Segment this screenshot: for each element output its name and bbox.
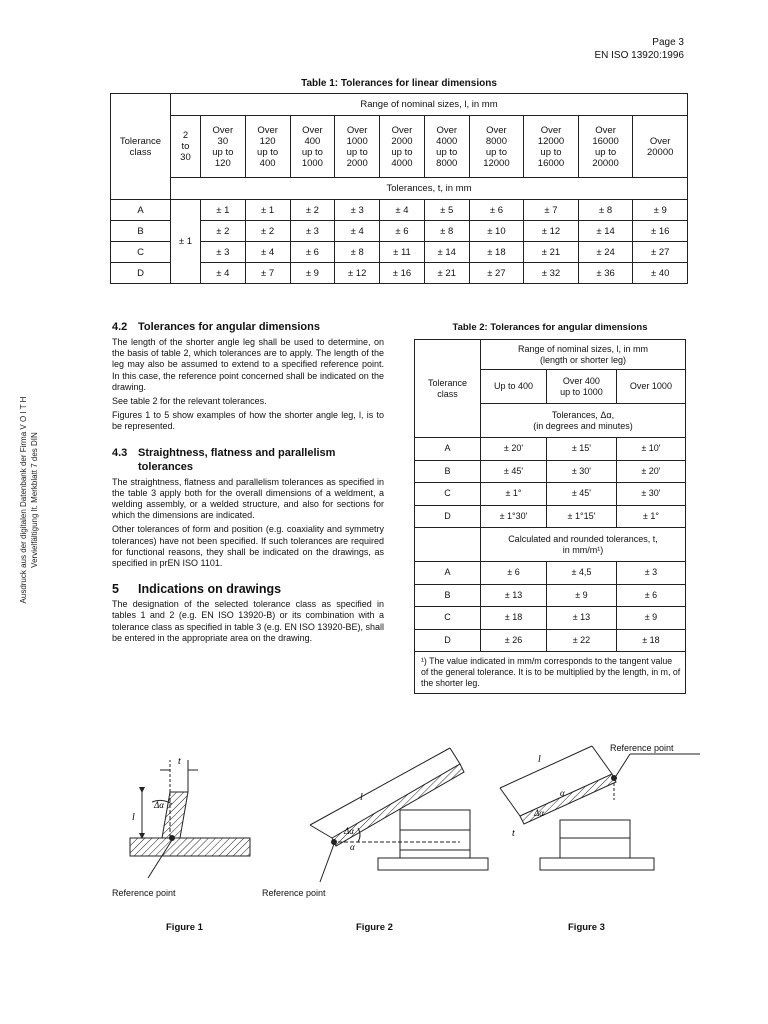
section-5-heading: 5 Indications on drawings — [112, 582, 282, 597]
table-row — [415, 584, 686, 607]
figures-drawing — [100, 720, 740, 940]
table1-value-cell: ± 5 — [424, 200, 469, 221]
table2-value-cell: ± 13 — [481, 584, 547, 607]
table2-class-cell: A — [415, 438, 481, 461]
table1-value-cell: ± 16 — [380, 263, 425, 284]
table1-value-cell: ± 27 — [469, 263, 524, 284]
table2-range-cell: Over 1000 — [616, 370, 685, 404]
table1-value-cell: ± 3 — [290, 221, 335, 242]
table1-range-cell: Over 20000 — [633, 116, 688, 178]
table-row — [415, 483, 686, 506]
table2-value-cell: ± 6 — [616, 584, 685, 607]
table1-value-cell: ± 4 — [245, 242, 290, 263]
fig1-reference-point: Reference point — [112, 888, 176, 898]
table1-class-header: Tolerance class — [111, 94, 171, 200]
table1-value-cell: ± 14 — [424, 242, 469, 263]
table2-class-cell: C — [415, 483, 481, 506]
table1 — [110, 93, 688, 284]
table2-value-cell: ± 30' — [616, 483, 685, 506]
table2-calc-header: Calculated and rounded tolerances, t, in mm/m¹) — [481, 528, 686, 562]
table2-value-cell: ± 4,5 — [547, 562, 617, 585]
table2-value-cell: ± 10' — [616, 438, 685, 461]
fig3-reference-point: Reference point — [610, 743, 674, 753]
table2-value-cell: ± 18 — [481, 607, 547, 630]
fig1-da-label: Δα — [154, 800, 165, 810]
table2-value-cell: ± 22 — [547, 629, 617, 652]
table2-value-cell: ± 20' — [616, 460, 685, 483]
table2-value-cell: ± 15' — [547, 438, 617, 461]
table1-range-cell: Over 12000 up to 16000 — [524, 116, 579, 178]
table1-value-cell: ± 6 — [290, 242, 335, 263]
table1-value-cell: ± 11 — [380, 242, 425, 263]
table1-value-cell: ± 9 — [290, 263, 335, 284]
fig2-l-label: l — [360, 792, 363, 803]
table1-value-cell: ± 18 — [469, 242, 524, 263]
fig2-reference-point: Reference point — [262, 888, 326, 898]
figure2-caption: Figure 2 — [356, 922, 393, 933]
table1-value-cell: ± 21 — [524, 242, 579, 263]
table2-value-cell: ± 1°30' — [481, 505, 547, 528]
table2-value-cell: ± 45' — [481, 460, 547, 483]
table1-value-cell: ± 7 — [524, 200, 579, 221]
table1-value-cell: ± 2 — [200, 221, 245, 242]
fig3-a-label: α — [560, 788, 565, 798]
table2-value-cell: ± 30' — [547, 460, 617, 483]
table1-value-cell: ± 24 — [578, 242, 633, 263]
table1-range-cell: Over 4000 up to 8000 — [424, 116, 469, 178]
table1-range-row — [111, 116, 688, 178]
table2-value-cell: ± 18 — [616, 629, 685, 652]
table1-value-cell: ± 8 — [424, 221, 469, 242]
side-note — [18, 370, 58, 630]
side-note-line2: Vervielfältigung lt. Merkblatt 7 des DIN — [30, 432, 39, 568]
table1-value-cell: ± 10 — [469, 221, 524, 242]
table2-value-cell: ± 26 — [481, 629, 547, 652]
fig2-a-label: α — [350, 842, 355, 852]
side-note-line1: Ausdruck aus der digitalen Datenbank der Firma V O I T H — [19, 396, 28, 604]
table1-class-b: B — [111, 221, 171, 242]
table1-range-cell: Over 1000 up to 2000 — [335, 116, 380, 178]
table2-range-cell: Up to 400 — [481, 370, 547, 404]
table1-value-cell: ± 12 — [524, 221, 579, 242]
table-row — [415, 607, 686, 630]
table2-range-cell: Over 400 up to 1000 — [547, 370, 617, 404]
table2-caption: Table 2: Tolerances for angular dimensions — [452, 322, 648, 333]
section-4-3-heading: 4.3 Straightness, flatness and parallelism tolerances — [112, 446, 336, 473]
table1-value-cell: ± 7 — [245, 263, 290, 284]
fig3-t-label: t — [512, 828, 515, 839]
table2-footnote: ¹) The value indicated in mm/m corresponds to the tangent value of the general tolerance. It is to be multiplied by the length, in m, of the shorter leg. — [415, 652, 686, 694]
table-row — [415, 629, 686, 652]
table1-value-cell: ± 32 — [524, 263, 579, 284]
table2-value-cell: ± 20' — [481, 438, 547, 461]
figure3-caption: Figure 3 — [568, 922, 605, 933]
table2-value-cell: ± 1°15' — [547, 505, 617, 528]
table1-value-cell: ± 8 — [578, 200, 633, 221]
table1-range-header: Range of nominal sizes, l, in mm — [171, 94, 688, 116]
section-4-3-para1: The straightness, flatness and parallelism tolerances as specified in the table 3 apply both for the overall dimensions of a weldment, a welding assembly, or a welded structure, and also for sections for which the dimensions are indicated. — [112, 476, 384, 521]
fig1-l-label: l — [132, 812, 135, 823]
section-4-2-heading: 4.2 Tolerances for angular dimensions — [112, 321, 320, 333]
table1-value-cell: ± 9 — [633, 200, 688, 221]
table2-value-cell: ± 6 — [481, 562, 547, 585]
section-4-3-para2: Other tolerances of form and position (e.g. coaxiality and symmetry tolerances) have not been specified. If such tolerances are required for functional reasons, they shall be indicated on the drawings, as specified in prEN ISO 1101. — [112, 524, 384, 569]
table2-class-cell: B — [415, 460, 481, 483]
fig2-da-label: Δα — [344, 826, 355, 836]
section-4-2-para2: See table 2 for the relevant tolerances. — [112, 396, 267, 407]
figure2-drawing — [310, 748, 488, 882]
table2-class-header: Tolerance class — [415, 340, 481, 438]
fig3-da-label: Δα — [534, 808, 545, 818]
page-number: Page 3 — [652, 37, 684, 48]
table1-value-cell: ± 16 — [633, 221, 688, 242]
table1-value-cell: ± 1 — [200, 200, 245, 221]
table1-first-col-value: ± 1 — [171, 200, 201, 284]
table2 — [414, 339, 686, 694]
table2-value-cell: ± 9 — [547, 584, 617, 607]
table1-value-cell: ± 12 — [335, 263, 380, 284]
table1-range-cell: Over 16000 up to 20000 — [578, 116, 633, 178]
figure3-drawing — [500, 746, 700, 870]
table1-class-a: A — [111, 200, 171, 221]
table2-value-cell: ± 45' — [547, 483, 617, 506]
section-5-para1: The designation of the selected tolerance class as specified in tables 1 and 2 (e.g. EN ISO 13920-B) or its combination with a tolerance class as specified in table 3 (e.g. EN ISO 13920-BE), shall be entered in the appropriate area on the drawing. — [112, 599, 384, 643]
table-row — [415, 505, 686, 528]
figure1-caption: Figure 1 — [166, 922, 203, 933]
table2-value-cell: ± 13 — [547, 607, 617, 630]
table2-class-cell: D — [415, 505, 481, 528]
table1-class-d: D — [111, 263, 171, 284]
table-row — [111, 200, 688, 221]
table2-tolerance-header: Tolerances, Δα, (in degrees and minutes) — [481, 404, 686, 438]
table1-range-cell: 2 to 30 — [171, 116, 201, 178]
table1-range-cell: Over 120 up to 400 — [245, 116, 290, 178]
table-row — [415, 438, 686, 461]
table1-range-cell: Over 30 up to 120 — [200, 116, 245, 178]
table1-value-cell: ± 1 — [245, 200, 290, 221]
table2-value-cell: ± 3 — [616, 562, 685, 585]
table1-value-cell: ± 6 — [469, 200, 524, 221]
table2-value-cell: ± 9 — [616, 607, 685, 630]
table2-class-cell: C — [415, 607, 481, 630]
table1-tolerance-header: Tolerances, t, in mm — [171, 178, 688, 200]
table2-value-cell: ± 1° — [481, 483, 547, 506]
table1-range-cell: Over 400 up to 1000 — [290, 116, 335, 178]
page-header — [594, 36, 684, 62]
table1-value-cell: ± 40 — [633, 263, 688, 284]
table1-value-cell: ± 8 — [335, 242, 380, 263]
table-row — [415, 460, 686, 483]
table1-value-cell: ± 6 — [380, 221, 425, 242]
table1-range-cell: Over 2000 up to 4000 — [380, 116, 425, 178]
table1-value-cell: ± 2 — [290, 200, 335, 221]
text-column — [112, 320, 384, 647]
table1-value-cell: ± 3 — [200, 242, 245, 263]
table1-value-cell: ± 36 — [578, 263, 633, 284]
table2-class-cell: A — [415, 562, 481, 585]
table1-value-cell: ± 21 — [424, 263, 469, 284]
table1-value-cell: ± 4 — [335, 221, 380, 242]
standard-number: EN ISO 13920:1996 — [594, 50, 684, 61]
table-row — [415, 562, 686, 585]
table1-value-cell: ± 3 — [335, 200, 380, 221]
table1-value-cell: ± 4 — [200, 263, 245, 284]
table1-caption: Table 1: Tolerances for linear dimensions — [301, 78, 497, 89]
fig3-l-label: l — [538, 754, 541, 765]
table1-value-cell: ± 27 — [633, 242, 688, 263]
section-4-2-para3: Figures 1 to 5 show examples of how the shorter angle leg, l, is to be represented. — [112, 410, 384, 432]
fig1-t-label: t — [178, 756, 181, 767]
table1-value-cell: ± 4 — [380, 200, 425, 221]
table1-class-c: C — [111, 242, 171, 263]
table1-value-cell: ± 2 — [245, 221, 290, 242]
table2-class-cell: B — [415, 584, 481, 607]
section-4-2-para1: The length of the shorter angle leg shall be used to determine, on the basis of table 2, which tolerances are to apply. The length of the leg may also be assumed to extend to a specified reference point. In this case, the reference point concerned shall be indicated on the drawing. — [112, 337, 384, 392]
table2-range-header: Range of nominal sizes, l, in mm (length or shorter leg) — [481, 340, 686, 370]
table2-class-cell: D — [415, 629, 481, 652]
table2-value-cell: ± 1° — [616, 505, 685, 528]
figure1-drawing — [130, 760, 250, 878]
table1-range-cell: Over 8000 up to 12000 — [469, 116, 524, 178]
table1-value-cell: ± 14 — [578, 221, 633, 242]
